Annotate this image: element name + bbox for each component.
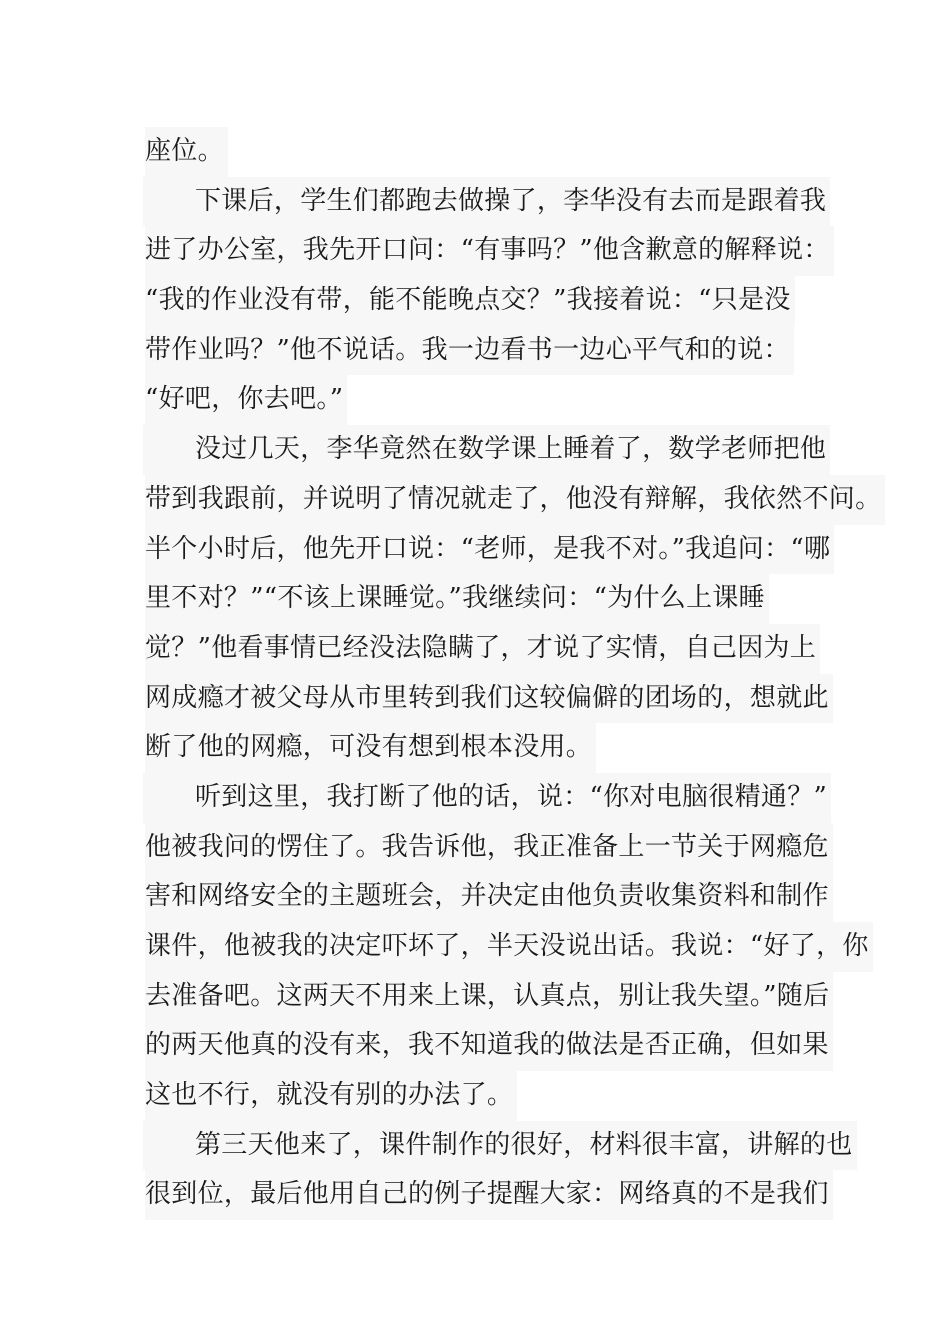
text-line: 害和网络安全的主题班会，并决定由他负责收集资料和制作 [145, 872, 815, 922]
text-line: 课件，他被我的决定吓坏了，半天没说出话。我说：“好了，你 [145, 922, 815, 972]
text-line: 网成瘾才被父母从市里转到我们这较偏僻的团场的，想就此 [145, 674, 815, 724]
text-line: 带到我跟前，并说明了情况就走了，他没有辩解，我依然不问。 [145, 475, 815, 525]
paragraph-first-line: 听到这里，我打断了他的话，说：“你对电脑很精通？” [145, 773, 815, 823]
text-line: 进了办公室，我先开口问：“有事吗？”他含歉意的解释说： [145, 226, 815, 276]
text-line: 他被我问的愣住了。我告诉他，我正准备上一节关于网瘾危 [145, 823, 815, 873]
paragraph-first-line: 下课后，学生们都跑去做操了，李华没有去而是跟着我 [145, 177, 815, 227]
text-line: “好吧，你去吧。” [145, 375, 815, 425]
text-line: 很到位，最后他用自己的例子提醒大家：网络真的不是我们 [145, 1170, 815, 1220]
text-line: 半个小时后，他先开口说：“老师，是我不对。”我追问：“哪 [145, 525, 815, 575]
text-line: 带作业吗？”他不说话。我一边看书一边心平气和的说： [145, 326, 815, 376]
text-line: 断了他的网瘾，可没有想到根本没用。 [145, 723, 815, 773]
text-line: 里不对？”“不该上课睡觉。”我继续问：“为什么上课睡 [145, 574, 815, 624]
text-line: 这也不行，就没有别的办法了。 [145, 1071, 815, 1121]
paragraph-first-line: 第三天他来了，课件制作的很好，材料很丰富，讲解的也 [145, 1121, 815, 1171]
text-line: 觉？”他看事情已经没法隐瞒了，才说了实情，自己因为上 [145, 624, 815, 674]
text-line: 去准备吧。这两天不用来上课，认真点，别让我失望。”随后 [145, 972, 815, 1022]
paragraph-first-line: 没过几天，李华竟然在数学课上睡着了，数学老师把他 [145, 425, 815, 475]
text-line: “我的作业没有带，能不能晚点交？”我接着说：“只是没 [145, 276, 815, 326]
text-line: 座位。 [145, 127, 815, 177]
document-body [145, 127, 882, 1220]
text-line: 的两天他真的没有来，我不知道我的做法是否正确，但如果 [145, 1021, 815, 1071]
